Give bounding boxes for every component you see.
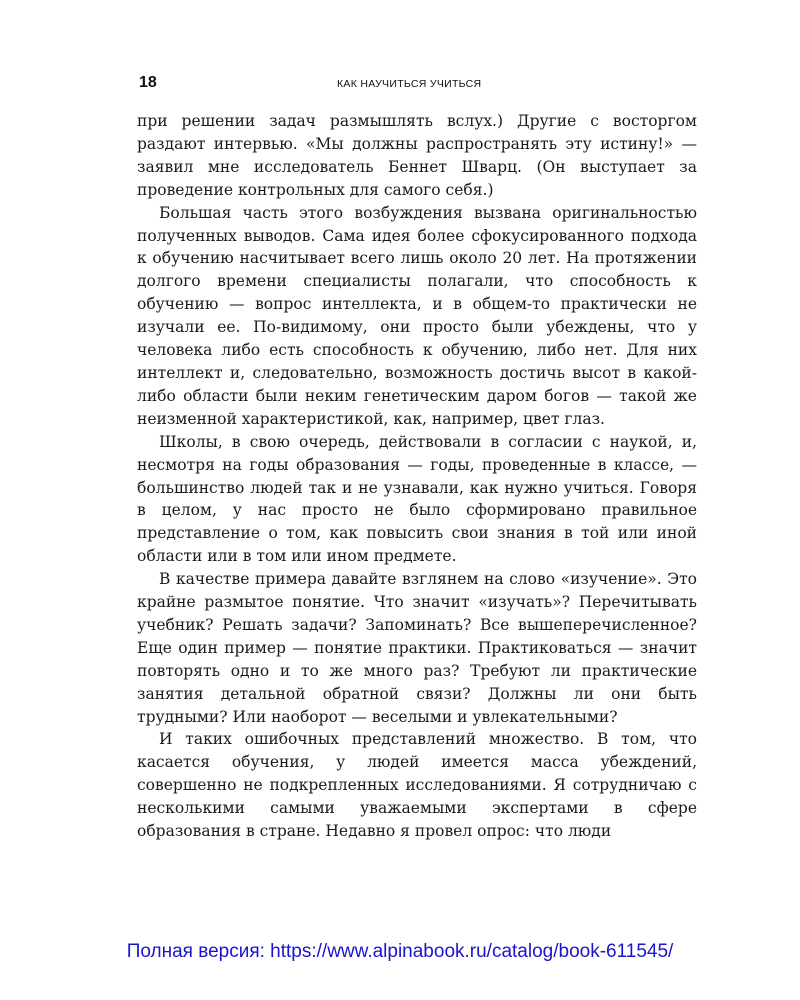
paragraph: при решении задач размышлять вслух.) Другие с восторгом раздают интервью. «Мы должны распространять эту истину!» — заявил мне исследователь Беннет Шварц. (Он выступает за проведение контрольных для самого себя.) [137,112,697,199]
running-title: КАК НАУЧИТЬСЯ УЧИТЬСЯ [337,78,482,90]
running-head [139,74,697,94]
body-text [137,110,697,843]
paragraph: В качестве примера давайте взглянем на слово «изучение». Это крайне размытое понятие. Что значит «изучать»? Перечитывать учебник? Решать задачи? Запоминать? Все вышеперечисленное? Еще один пример — понятие практики. Практиковаться — значит повторять одно и то же много раз? Требуют ли практические занятия детальной обратной связи? Должны ли они быть трудными? Или наоборот — веселыми и увлекательными? [137,570,697,726]
page-number: 18 [139,74,157,91]
paragraph: И таких ошибочных представлений множество. В том, что касается обучения, у людей имеется масса убеждений, совершенно не подкрепленных исследованиями. Я сотрудничаю с несколькими самыми уважаемыми экспертами в сфере образования в стране. Недавно я провел опрос: что люди [137,730,697,841]
paragraph: Школы, в свою очередь, действовали в согласии с наукой, и, несмотря на годы образования — годы, проведенные в классе, — большинство людей так и не узнавали, как нужно учиться. Говоря в целом, у нас просто не было сформировано правильное представление о том, как повысить свои знания в той или иной области или в том или ином предмете. [137,432,697,566]
paragraph: Большая часть этого возбуждения вызвана оригинальностью полученных выводов. Сама идея более сфокусированного подхода к обучению насчитывает всего лишь около 20 лет. На протяжении долгого времени специалисты полагали, что способность к обучению — вопрос интеллекта, и в общем-то практически не изучали ее. По-видимому, они просто были убеждены, что у человека либо есть способность к обучению, либо нет. Для них интеллект и, следовательно, возможность достичь высот в какой-либо области были неким генетическим даром богов — такой же неизменной характеристикой, как, например, цвет глаз. [137,203,697,428]
full-version-link[interactable]: Полная версия: https://www.alpinabook.ru/catalog/book-611545/ [126,941,674,962]
